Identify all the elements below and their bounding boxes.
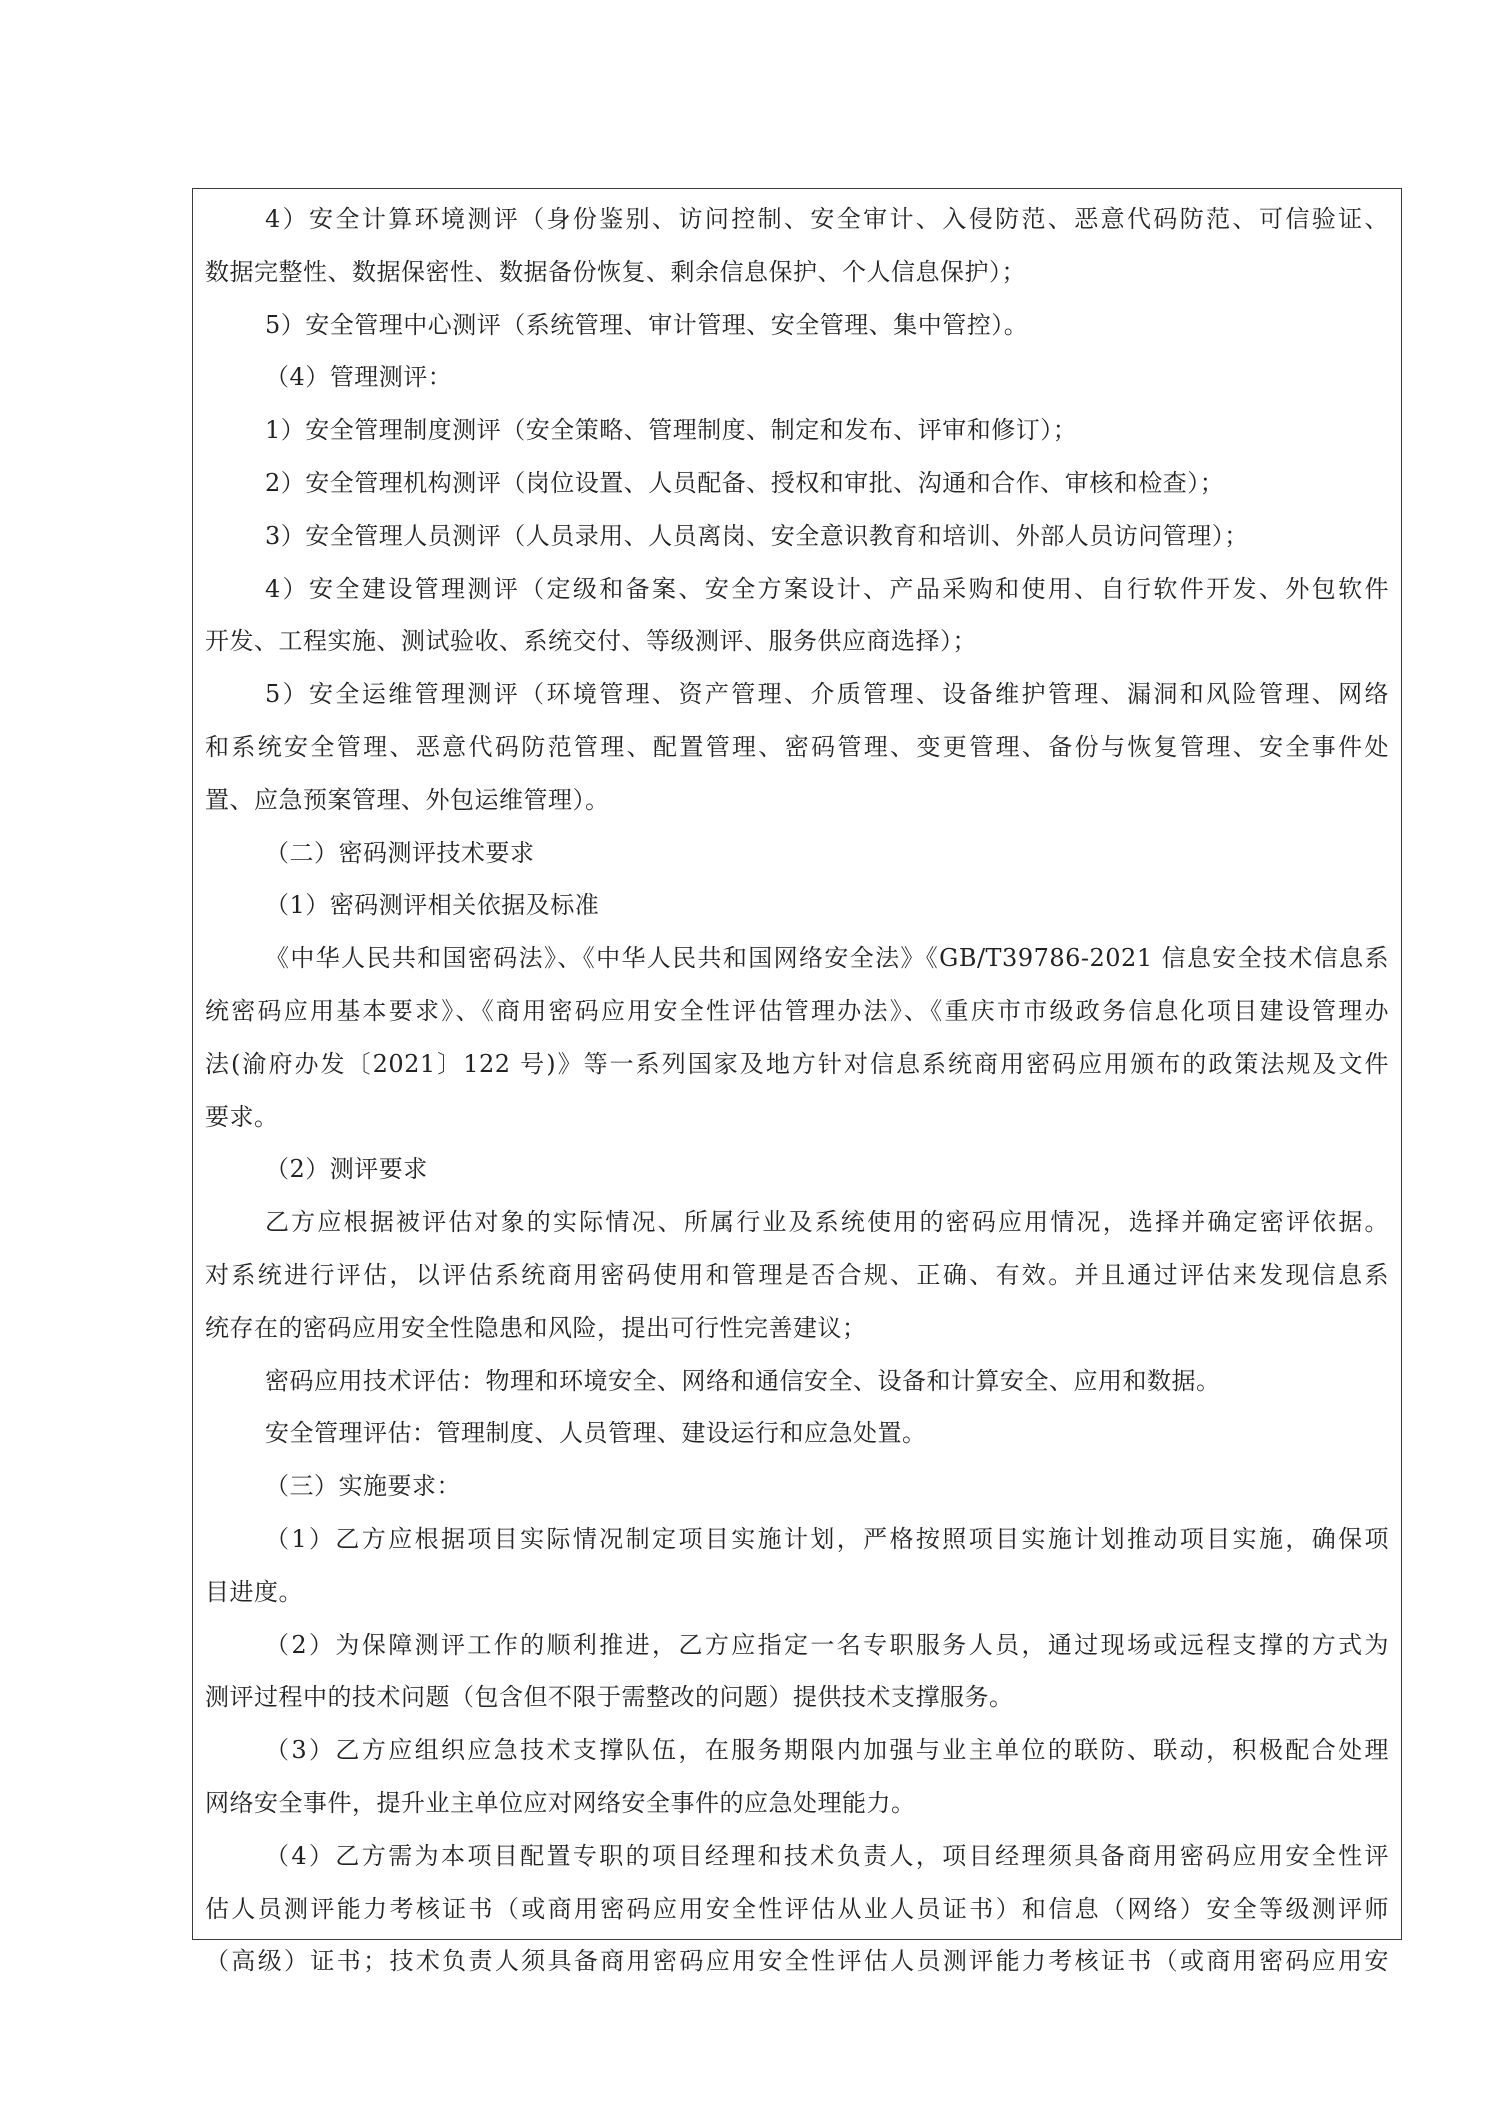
text-line: （2）为保障测评工作的顺利推进，乙方应指定一名专职服务人员，通过现场或远程支撑的方式为 (265, 1630, 1389, 1659)
text-line: （4）乙方需为本项目配置专职的项目经理和技术负责人，项目经理须具备商用密码应用安全性评 (265, 1841, 1389, 1870)
text-line: （1）乙方应根据项目实际情况制定项目实施计划，严格按照项目实施计划推动项目实施，确保项 (265, 1524, 1389, 1553)
text-line: 1）安全管理制度测评（安全策略、管理制度、制定和发布、评审和修订）； (265, 416, 1078, 445)
text-line: 乙方应根据被评估对象的实际情况、所属行业及系统使用的密码应用情况，选择并确定密评依据。 (265, 1208, 1389, 1237)
text-line: 目进度。 (205, 1577, 303, 1606)
text-line: 数据完整性、数据保密性、数据备份恢复、剩余信息保护、个人信息保护）； (205, 257, 1026, 286)
text-line: 5）安全运维管理测评（环境管理、资产管理、介质管理、设备维护管理、漏洞和风险管理、网络 (265, 680, 1389, 709)
text-line: 要求。 (205, 1102, 279, 1131)
text-line: 《中华人民共和国密码法》、《中华人民共和国网络安全法》《GB/T39786-2021 信息安全技术信息系 (265, 944, 1389, 973)
text-line: 统密码应用基本要求》、《商用密码应用安全性评估管理办法》、《重庆市市级政务信息化项目建设管理办 (205, 996, 1389, 1025)
text-line: 估人员测评能力考核证书（或商用密码应用安全性评估从业人员证书）和信息（网络）安全等级测评师 (205, 1894, 1389, 1923)
text-line: 4）安全建设管理测评（定级和备案、安全方案设计、产品采购和使用、自行软件开发、外包软件 (265, 574, 1389, 603)
text-line: （2）测评要求 (265, 1155, 428, 1184)
text-line: 4）安全计算环境测评（身份鉴别、访问控制、安全审计、入侵防范、恶意代码防范、可信验证、 (265, 205, 1389, 233)
text-line: 3）安全管理人员测评（人员录用、人员离岗、安全意识教育和培训、外部人员访问管理）； (265, 521, 1249, 550)
text-line: 安全管理评估：管理制度、人员管理、建设运行和应急处置。 (265, 1419, 927, 1448)
text-line: 密码应用技术评估：物理和环境安全、网络和通信安全、设备和计算安全、应用和数据。 (265, 1366, 1221, 1395)
text-line: 统存在的密码应用安全性隐患和风险，提出可行性完善建议； (205, 1313, 867, 1342)
text-line: 开发、工程实施、测试验收、系统交付、等级测评、服务供应商选择）； (205, 627, 977, 656)
text-line: 对系统进行评估，以评估系统商用密码使用和管理是否合规、正确、有效。并且通过评估来发现信息系 (205, 1260, 1389, 1289)
text-line: （4）管理测评： (265, 363, 453, 392)
text-line: 2）安全管理机构测评（岗位设置、人员配备、授权和审批、沟通和合作、审核和检查）； (265, 468, 1225, 497)
text-line: （3）乙方应组织应急技术支撑队伍，在服务期限内加强与业主单位的联防、联动，积极配合处理 (265, 1736, 1389, 1765)
document-frame (192, 188, 1402, 1976)
text-line: （高级）证书；技术负责人须具备商用密码应用安全性评估人员测评能力考核证书（或商用密码应用安 (205, 1947, 1389, 1976)
text-line: 法(渝府办发〔2021〕122 号)》等一系列国家及地方针对信息系统商用密码应用颁布的政策法规及文件 (205, 1049, 1389, 1078)
text-line: 置、应急预案管理、外包运维管理）。 (205, 785, 610, 814)
text-line: 和系统安全管理、恶意代码防范管理、配置管理、密码管理、变更管理、备份与恢复管理、安全事件处 (205, 732, 1389, 761)
text-line: （1）密码测评相关依据及标准 (265, 891, 600, 920)
text-line: 网络安全事件，提升业主单位应对网络安全事件的应急处理能力。 (205, 1788, 916, 1817)
text-line: 5）安全管理中心测评（系统管理、审计管理、安全管理、集中管控）。 (265, 310, 1029, 339)
text-line: （三）实施要求： (265, 1472, 461, 1501)
text-line: （二）密码测评技术要求 (265, 838, 535, 867)
text-line: 测评过程中的技术问题（包含但不限于需整改的问题）提供技术支撑服务。 (205, 1683, 1014, 1712)
